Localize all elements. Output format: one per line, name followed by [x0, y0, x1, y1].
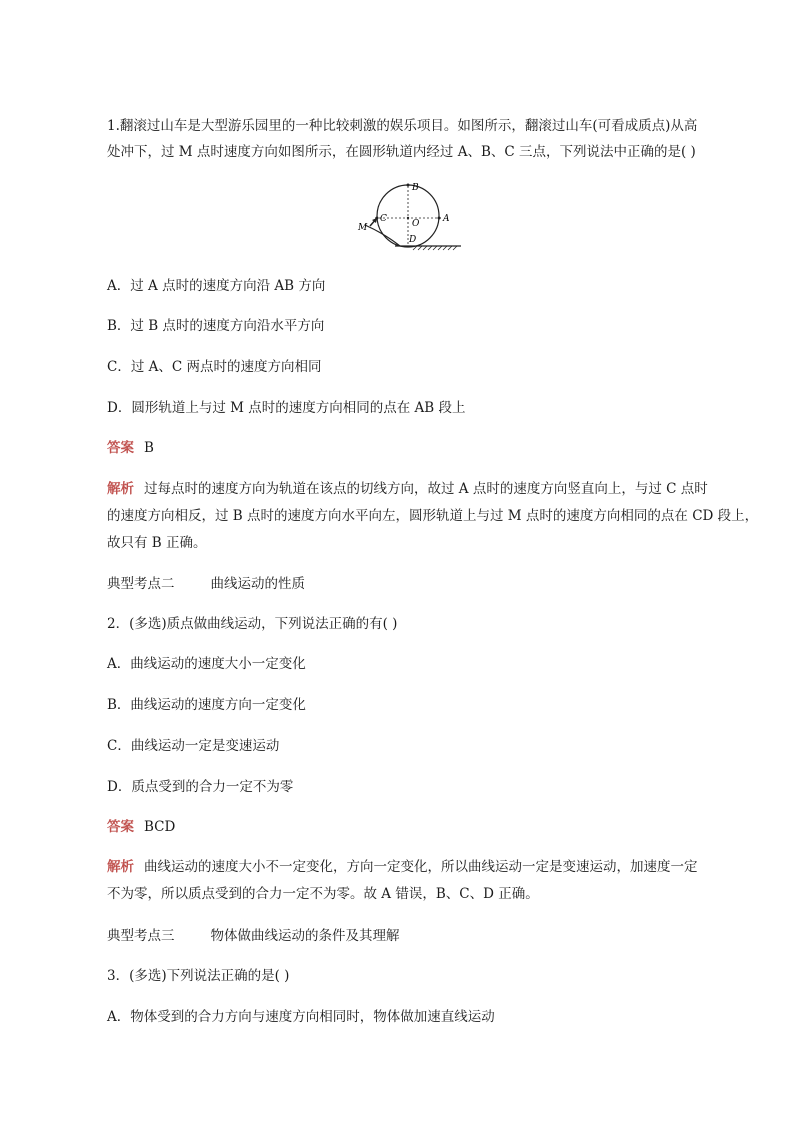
point-b-dot [407, 184, 410, 187]
q2-option-a: A．曲线运动的速度大小一定变化 [107, 656, 306, 672]
q2-answer [107, 817, 175, 837]
analysis-text: 过每点时的速度方向为轨道在该点的切线方向，故过 A 点时的速度方向竖直向上，与过 C 点时 [144, 481, 708, 497]
q1-analysis-line3: 故只有 B 正确。 [107, 535, 207, 551]
section3-label: 典型考点三 [107, 928, 175, 944]
section2-title: 曲线运动的性质 [210, 576, 305, 592]
q1-option-b: B．过 B 点时的速度方向沿水平方向 [107, 318, 325, 334]
q2-analysis-line2: 不为零，所以质点受到的合力一定不为零。故 A 错误，B、C、D 正确。 [107, 886, 539, 902]
q2-option-c: C．曲线运动一定是变速运动 [107, 738, 280, 754]
analysis-tag: 解析 [107, 859, 134, 875]
entry-track [365, 225, 400, 246]
label-a: A [443, 214, 450, 224]
answer-value: BCD [144, 819, 176, 835]
label-m: M [358, 223, 368, 233]
roller-coaster-figure [355, 180, 465, 252]
q1-answer [107, 438, 154, 458]
point-o-dot [407, 217, 409, 219]
label-b: B [412, 183, 419, 193]
q3-stem: 3．(多选)下列说法正确的是( ) [107, 968, 290, 984]
q1-stem-line2: 处冲下，过 M 点时速度方向如图所示，在圆形轨道内经过 A、B、C 三点，下列说法中正确的是( ) [107, 144, 696, 160]
q1-option-a: A．过 A 点时的速度方向沿 AB 方向 [107, 278, 326, 294]
q2-analysis-line1 [107, 857, 698, 877]
section2-label: 典型考点二 [107, 576, 175, 592]
q1-option-d: D．圆形轨道上与过 M 点时的速度方向相同的点在 AB 段上 [107, 400, 466, 416]
ground-hatching [413, 246, 457, 250]
point-a-dot [438, 217, 441, 220]
label-o: O [412, 219, 420, 229]
analysis-text: 曲线运动的速度大小不一定变化，方向一定变化，所以曲线运动一定是变速运动，加速度一定 [144, 859, 698, 875]
answer-tag: 答案 [107, 440, 134, 456]
point-c-dot [376, 217, 379, 220]
answer-tag: 答案 [107, 819, 134, 835]
analysis-tag: 解析 [107, 481, 134, 497]
section3-heading [107, 926, 400, 946]
q1-analysis-line2: 的速度方向相反，过 B 点时的速度方向水平向左，圆形轨道上与过 M 点时的速度方向相同的点在 CD 段上， [107, 508, 759, 524]
answer-value: B [144, 440, 154, 456]
q1-analysis-line1 [107, 479, 708, 499]
q2-stem: 2．(多选)质点做曲线运动，下列说法正确的有( ) [107, 616, 398, 632]
q1-option-c: C．过 A、C 两点时的速度方向相同 [107, 359, 322, 375]
q1-stem-line1: 1.翻滚过山车是大型游乐园里的一种比较刺激的娱乐项目。如图所示，翻滚过山车(可看成质点)从高 [107, 118, 698, 134]
label-c: C [380, 214, 387, 224]
label-d: D [409, 235, 417, 245]
q2-option-d: D．质点受到的合力一定不为零 [107, 779, 294, 795]
q2-option-b: B．曲线运动的速度方向一定变化 [107, 697, 306, 713]
section2-heading [107, 574, 305, 594]
section3-title: 物体做曲线运动的条件及其理解 [210, 928, 400, 944]
q3-option-a: A．物体受到的合力方向与速度方向相同时，物体做加速直线运动 [107, 1009, 495, 1025]
